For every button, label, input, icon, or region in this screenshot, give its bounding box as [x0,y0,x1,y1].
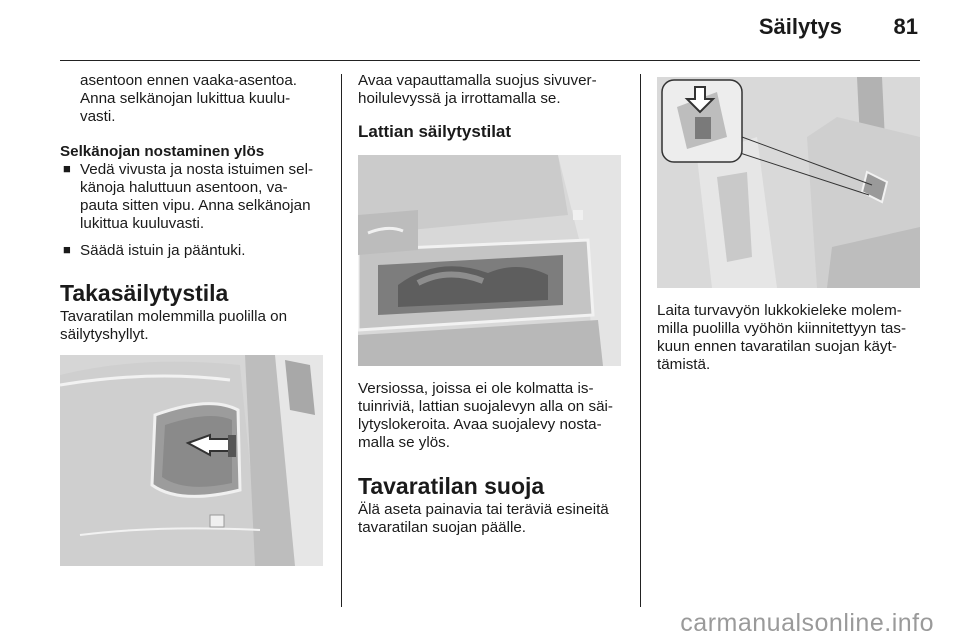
intro-line-2: Anna selkänojan lukittua kuulu- [80,90,291,107]
column-2 [358,70,626,142]
page-number: 81 [893,14,918,39]
bullet1-line-2: känoja haluttuun asentoon, va- [80,179,288,196]
column-divider-2 [640,74,641,607]
bullet-marker: ■ [63,242,71,257]
bullet-item-1 [60,161,328,233]
col3-line-2: milla puolilla vyöhön kiinnitettyyn tas- [657,320,907,337]
header-rule [60,60,920,61]
cover-release-text [358,72,626,108]
floor-text-line-2: tuinriviä, lattian suojalevyn alla on säi- [358,398,613,415]
intro-paragraph [60,72,328,126]
seat-belt-drawing [657,77,920,288]
bullet2-text: Säädä istuin ja pääntuki. [80,242,246,259]
column-3 [657,302,925,374]
column-2-lower [358,380,626,537]
rear-storage-line-2: säilytyshyllyt. [60,326,149,343]
belt-tongue-text [657,302,925,374]
column-1 [60,70,328,344]
floor-storage-drawing [358,155,621,366]
floor-storage-illustration [358,155,621,366]
col3-line-3: kuun ennen tavaratilan suojan käyt- [657,338,897,355]
floor-text-line-1: Versiossa, joissa ei ole kolmatta is- [358,380,594,397]
rear-storage-line-1: Tavaratilan molemmilla puolilla on [60,308,288,325]
col3-line-1: Laita turvavyön lukkokieleke molem- [657,302,902,319]
intro-line-1: asentoon ennen vaaka-asentoa. [80,72,298,89]
cover-text-line-2: tavaratilan suojan päälle. [358,519,527,536]
load-cover-heading: Tavaratilan suoja [358,473,545,499]
intro-line-3: vasti. [80,108,116,125]
side-storage-illustration [60,355,323,566]
header-title: Säilytys [758,14,842,39]
col2-intro-line-1: Avaa vapauttamalla suojus sivuver- [358,72,597,89]
seat-belt-illustration [657,77,920,288]
rear-storage-text [60,308,328,344]
col3-line-4: tämistä. [657,356,711,373]
floor-storage-text [358,380,626,452]
raise-backrest-heading: Selkänojan nostaminen ylös [60,143,265,160]
bullet1-line-1: Vedä vivusta ja nosta istuimen sel- [80,161,313,178]
cover-text-line-1: Älä aseta painavia tai teräviä esineitä [358,501,609,518]
floor-text-line-3: lytyslokeroita. Avaa suojalevy nosta- [358,416,602,433]
col2-intro-line-2: hoilulevyssä ja irrottamalla se. [358,90,561,107]
load-cover-text [358,501,626,537]
bullet1-line-3: pauta sitten vipu. Anna selkänojan [80,197,311,214]
watermark: carmanualsonline.info [680,609,934,637]
bullet-item-2 [60,242,328,260]
bullet-marker: ■ [63,161,71,176]
rear-storage-heading: Takasäilytystila [60,280,229,306]
floor-storage-heading: Lattian säilytystilat [358,122,512,141]
column-divider-1 [341,74,342,607]
bullet1-line-4: lukittua kuuluvasti. [80,215,205,232]
floor-text-line-4: malla se ylös. [358,434,451,451]
side-storage-drawing [60,355,323,566]
